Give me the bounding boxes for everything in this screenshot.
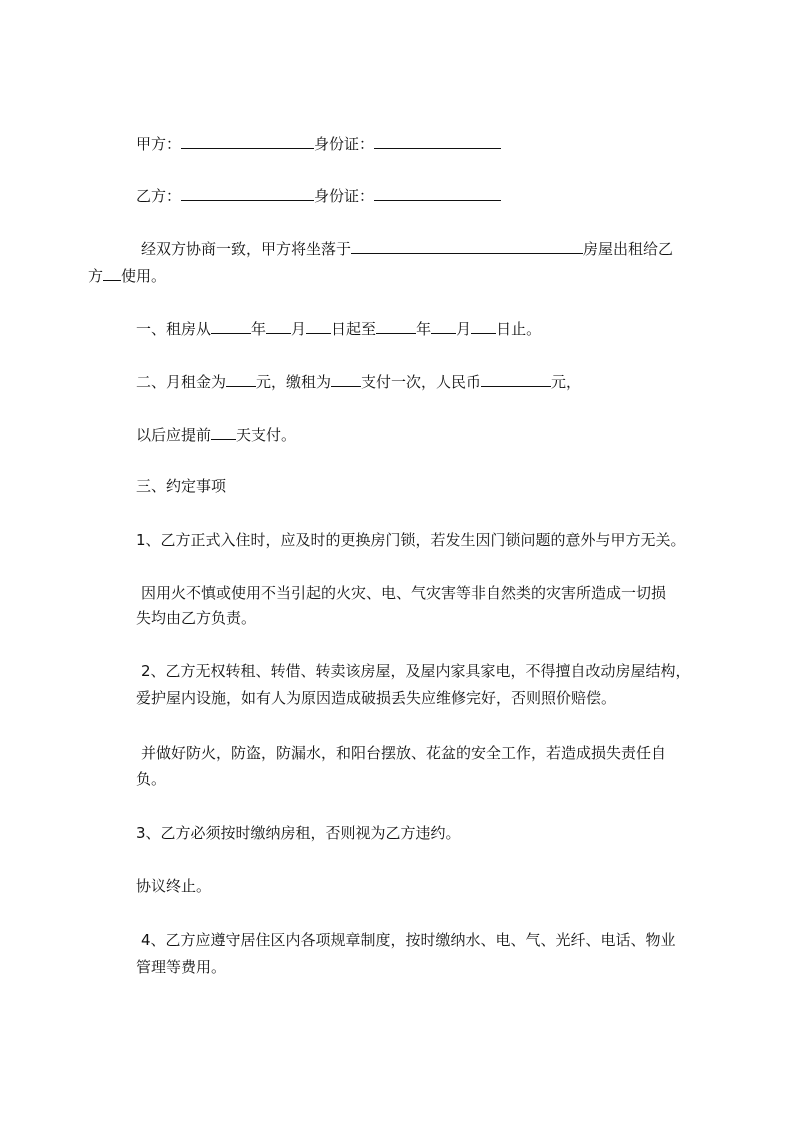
clause-1-text-5: 年 bbox=[416, 320, 432, 338]
clause-1-text-3: 月 bbox=[291, 320, 307, 338]
clause-2-text-1: 二、月租金为 bbox=[136, 373, 227, 391]
item-3b: 协议终止。 bbox=[136, 877, 212, 895]
clause-1-text-2: 年 bbox=[251, 320, 267, 338]
intro-text-4: 使用。 bbox=[121, 267, 167, 285]
end-day-blank[interactable] bbox=[471, 317, 496, 334]
end-year-blank[interactable] bbox=[376, 317, 416, 334]
item-1b-line-2: 失均由乙方负责。 bbox=[136, 609, 257, 627]
party-a-line bbox=[136, 132, 501, 154]
usage-blank[interactable] bbox=[103, 264, 121, 281]
clause-2b-text-1: 以后应提前 bbox=[136, 426, 212, 444]
item-2-line-1: 2、乙方无权转租、转借、转卖该房屋，及屋内家具家电，不得擅自改动房屋结构， bbox=[141, 662, 691, 680]
start-day-blank[interactable] bbox=[306, 317, 331, 334]
intro-text-2: 房屋出租给乙 bbox=[583, 240, 674, 258]
property-address-blank[interactable] bbox=[351, 237, 583, 254]
party-b-line bbox=[136, 184, 501, 206]
item-3: 3、乙方必须按时缴纳房租，否则视为乙方违约。 bbox=[136, 824, 461, 842]
clause-1-text-4: 日起至 bbox=[331, 320, 377, 338]
party-a-id-blank[interactable] bbox=[374, 132, 501, 149]
item-1: 1、乙方正式入住时，应及时的更换房门锁，若发生因门锁问题的意外与甲方无关。 bbox=[136, 531, 686, 549]
party-a-id-label: 身份证： bbox=[314, 135, 375, 153]
item-4-line-2: 管理等费用。 bbox=[136, 958, 227, 976]
item-2b-line-2: 负。 bbox=[136, 770, 167, 788]
clause-2b-text-2: 天支付。 bbox=[236, 426, 297, 444]
intro-text-3: 方 bbox=[88, 267, 104, 285]
clause-1-text-7: 日止。 bbox=[496, 320, 542, 338]
rmb-amount-blank[interactable] bbox=[481, 370, 551, 387]
item-2b-line-1: 并做好防火，防盗，防漏水，和阳台摆放、花盆的安全工作，若造成损失责任自 bbox=[141, 744, 667, 762]
clause-1-text-6: 月 bbox=[456, 320, 472, 338]
advance-days-blank[interactable] bbox=[211, 423, 236, 440]
intro-line-1 bbox=[141, 237, 673, 259]
clause-2-text-3: 支付一次，人民币 bbox=[361, 373, 482, 391]
item-4-line-1: 4、乙方应遵守居住区内各项规章制度，按时缴纳水、电、气、光纤、电话、物业 bbox=[141, 931, 676, 949]
item-2-line-2: 爱护屋内设施，如有人为原因造成破损丢失应维修完好，否则照价赔偿。 bbox=[136, 689, 617, 707]
clause-2-line bbox=[136, 370, 581, 392]
clause-2-text-4: 元， bbox=[551, 373, 582, 391]
clause-2-text-2: 元，缴租为 bbox=[256, 373, 332, 391]
clause-3-title: 三、约定事项 bbox=[136, 477, 227, 495]
clause-2b-line bbox=[136, 423, 296, 445]
party-a-name-blank[interactable] bbox=[181, 132, 314, 149]
start-month-blank[interactable] bbox=[266, 317, 291, 334]
party-b-label: 乙方： bbox=[136, 187, 182, 205]
party-b-id-blank[interactable] bbox=[374, 184, 501, 201]
clause-1-line bbox=[136, 317, 541, 339]
end-month-blank[interactable] bbox=[431, 317, 456, 334]
party-a-label: 甲方： bbox=[136, 135, 182, 153]
intro-line-2 bbox=[88, 264, 166, 286]
intro-text-1: 经双方协商一致，甲方将坐落于 bbox=[141, 240, 352, 258]
party-b-id-label: 身份证： bbox=[314, 187, 375, 205]
item-1b-line-1: 因用火不慎或使用不当引起的火灾、电、气灾害等非自然类的灾害所造成一切损 bbox=[141, 584, 667, 602]
clause-1-text-1: 一、租房从 bbox=[136, 320, 212, 338]
party-b-name-blank[interactable] bbox=[181, 184, 314, 201]
monthly-rent-blank[interactable] bbox=[226, 370, 256, 387]
payment-period-blank[interactable] bbox=[331, 370, 361, 387]
start-year-blank[interactable] bbox=[211, 317, 251, 334]
